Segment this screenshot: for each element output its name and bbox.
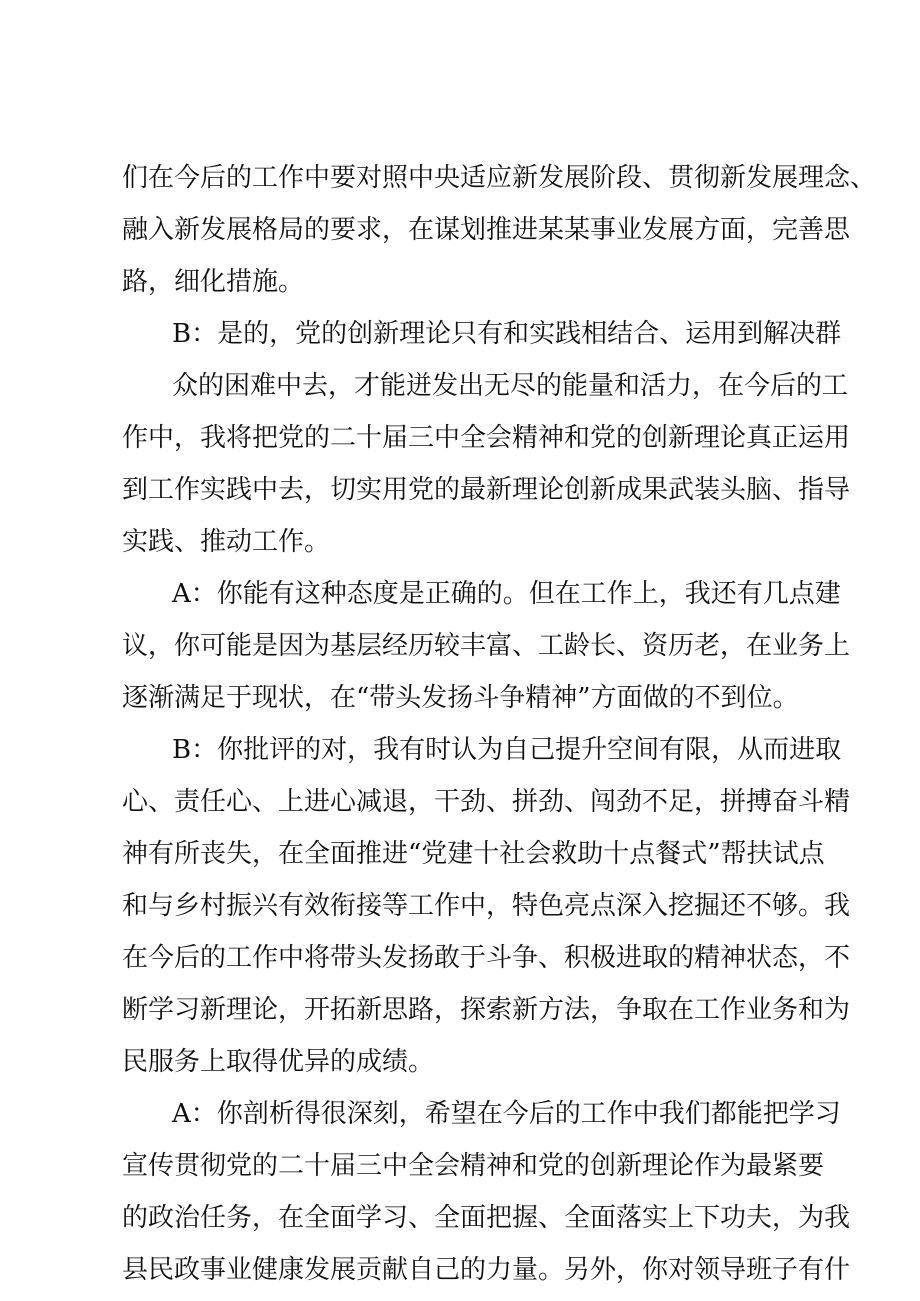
- text-line-12: B：你批评的对，我有时认为自己提升空间有限，从而进取: [172, 735, 842, 765]
- text-line-15: 和与乡村振兴有效衔接等工作中，特色亮点深入挖掘还不够。我: [122, 891, 851, 921]
- text-line-8: 实践、推动工作。: [122, 527, 331, 557]
- text-line-7: 到工作实践中去，切实用党的最新理论创新成果武装头脑、指导: [122, 475, 851, 505]
- text-line-11: 逐渐满足于现状，在“带头发扬斗争精神”方面做的不到位。: [122, 683, 799, 713]
- text-line-17: 断学习新理论，开拓新思路，探索新方法，争取在工作业务和为: [122, 995, 851, 1025]
- text-line-4: B：是的，党的创新理论只有和实践相结合、运用到解决群: [172, 319, 842, 349]
- text-line-3: 路，细化措施。: [122, 267, 305, 297]
- text-line-2: 融入新发展格局的要求，在谋划推进某某事业发展方面，完善思: [122, 215, 851, 245]
- text-line-21: 的政治任务，在全面学习、全面把握、全面落实上下功夫，为我: [122, 1203, 851, 1233]
- text-line-22: 县民政事业健康发展贡献自己的力量。另外，你对领导班子有什: [122, 1255, 851, 1285]
- text-line-5: 众的困难中去，才能迸发出无尽的能量和活力，在今后的工: [172, 371, 849, 401]
- text-line-19: A：你剖析得很深刻，希望在今后的工作中我们都能把学习: [172, 1099, 841, 1129]
- text-line-18: 民服务上取得优异的成绩。: [122, 1047, 435, 1077]
- text-line-9: A：你能有这种态度是正确的。但在工作上，我还有几点建: [172, 579, 841, 609]
- text-line-20: 宣传贯彻党的二十届三中全会精神和党的创新理论作为最紧要: [122, 1151, 825, 1181]
- text-line-1: 们在今后的工作中要对照中央适应新发展阶段、贯彻新发展理念、: [122, 163, 877, 193]
- text-line-16: 在今后的工作中将带头发扬敢于斗争、积极进取的精神状态，不: [122, 943, 851, 973]
- text-line-13: 心、责任心、上进心减退，干劲、拼劲、闯劲不足，拼搏奋斗精: [122, 787, 851, 817]
- text-line-10: 议，你可能是因为基层经历较丰富、工龄长、资历老，在业务上: [122, 631, 851, 661]
- text-line-14: 神有所丧失，在全面推进“党建十社会救助十点餐式”帮扶试点: [122, 839, 825, 869]
- text-line-6: 作中，我将把党的二十届三中全会精神和党的创新理论真正运用: [122, 423, 851, 453]
